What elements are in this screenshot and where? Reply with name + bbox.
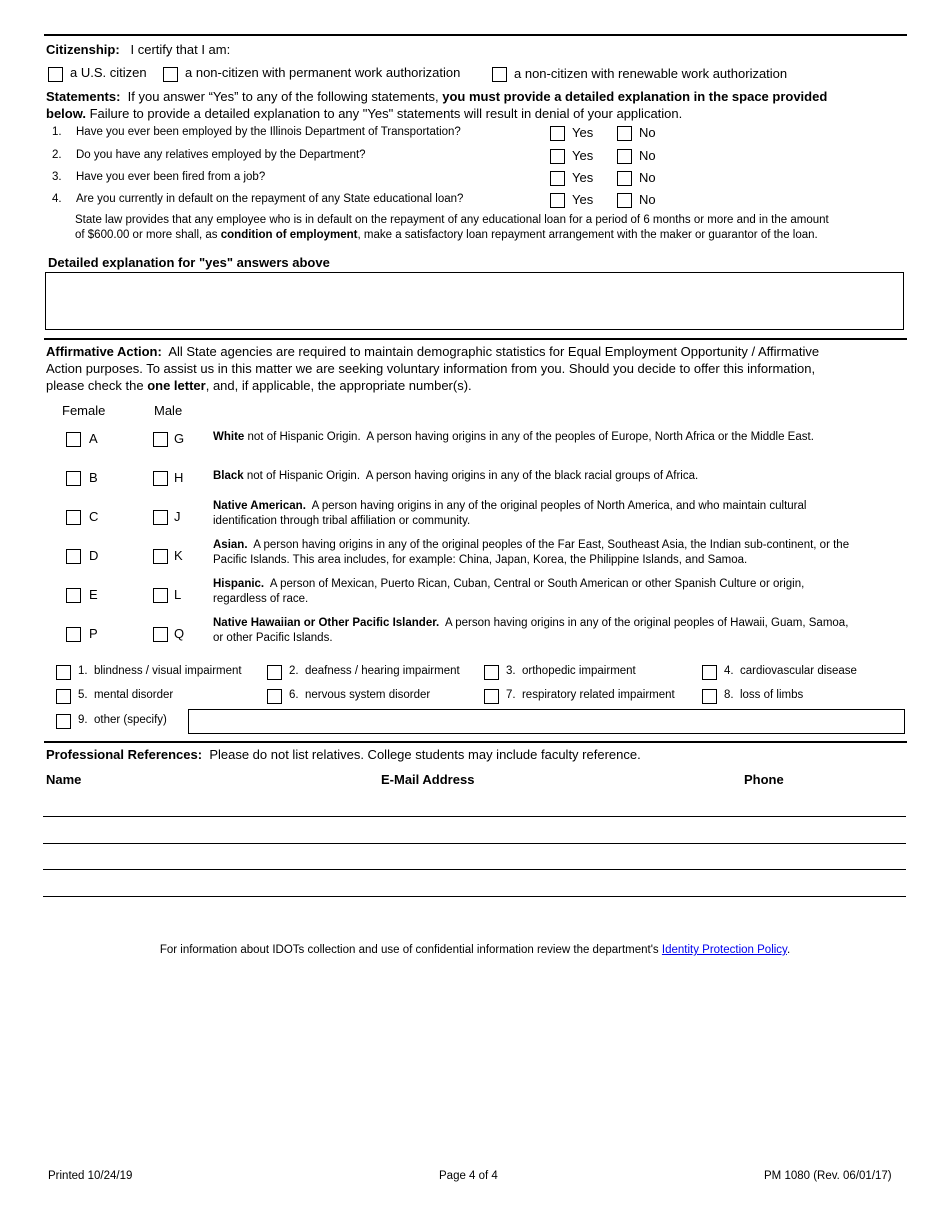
statement-no-checkbox[interactable] <box>617 171 632 186</box>
disability-label: 9. other (specify) <box>78 714 167 726</box>
statement-yes-label: Yes <box>572 192 594 207</box>
disability-checkbox[interactable] <box>267 665 282 680</box>
loan-law-bold: condition of employment <box>220 229 358 241</box>
race-name: White <box>213 431 245 443</box>
statement-yes-label: Yes <box>572 125 594 140</box>
female-column-label: Female <box>62 403 106 418</box>
male-letter: G <box>174 431 185 446</box>
statement-no-checkbox[interactable] <box>617 126 632 141</box>
disability-label: 7. respiratory related impairment <box>506 689 675 701</box>
citizenship-intro: I certify that I am: <box>130 42 231 57</box>
statement-no-checkbox[interactable] <box>617 149 632 164</box>
privacy-notice <box>0 944 950 956</box>
male-letter: Q <box>174 626 185 641</box>
female-checkbox[interactable] <box>66 471 81 486</box>
female-checkbox[interactable] <box>66 510 81 525</box>
affirmative-text3-bold: one letter <box>147 378 206 393</box>
statement-text: Are you currently in default on the repayment of any State educational loan? <box>76 193 464 205</box>
statement-number: 1. <box>52 126 62 138</box>
loan-law-line2 <box>75 229 818 241</box>
female-letter: P <box>89 626 98 641</box>
reference-line-3[interactable] <box>43 869 906 870</box>
top-rule <box>44 34 907 36</box>
renewable-auth-label: a non-citizen with renewable work authorization <box>514 66 788 81</box>
privacy-text: For information about IDOTs collection and use of confidential information review the department's <box>159 944 659 956</box>
citizenship-label: Citizenship: <box>46 42 120 57</box>
loan-law-part2: , make a satisfactory loan repayment arrangement with the maker or guarantor of the loan. <box>357 229 818 241</box>
female-letter: C <box>89 509 99 524</box>
statement-no-checkbox[interactable] <box>617 193 632 208</box>
statement-text: Have you ever been employed by the Illinois Department of Transportation? <box>76 126 461 138</box>
references-rule <box>44 741 907 743</box>
ref-col-phone: Phone <box>744 772 784 787</box>
race-definition: A person having origins in any of the original peoples of Hawaii, Guam, Samoa, <box>439 617 849 629</box>
affirmative-text3a: please check the <box>46 378 144 393</box>
male-checkbox[interactable] <box>153 510 168 525</box>
citizenship-heading <box>46 42 230 57</box>
male-letter: H <box>174 470 184 485</box>
statements-intro-line2 <box>46 106 682 121</box>
disability-label: 8. loss of limbs <box>724 689 804 701</box>
disability-checkbox[interactable] <box>56 714 71 729</box>
references-label: Professional References: <box>46 747 203 762</box>
statements-intro-line1 <box>46 89 827 104</box>
race-description <box>213 539 849 551</box>
statement-yes-checkbox[interactable] <box>550 193 565 208</box>
affirmative-rule <box>44 338 907 340</box>
disability-label: 2. deafness / hearing impairment <box>289 665 460 677</box>
male-letter: J <box>174 509 181 524</box>
statement-yes-checkbox[interactable] <box>550 149 565 164</box>
female-checkbox[interactable] <box>66 627 81 642</box>
reference-line-2[interactable] <box>43 843 906 844</box>
race-description <box>213 578 804 590</box>
race-description <box>213 500 806 512</box>
race-name: Native American. <box>213 500 306 512</box>
other-specify-input[interactable] <box>188 709 905 734</box>
race-definition-cont: identification through tribal affiliation or community. <box>213 515 471 527</box>
statement-number: 3. <box>52 171 62 183</box>
affirmative-line2: Action purposes. To assist us in this matter we are seeking voluntary information from you. Should you decide to offer this information, <box>46 361 816 376</box>
statement-no-label: No <box>639 170 656 185</box>
disability-checkbox[interactable] <box>702 665 717 680</box>
female-letter: B <box>89 470 98 485</box>
female-letter: E <box>89 587 98 602</box>
female-letter: A <box>89 431 98 446</box>
statements-intro-plain: If you answer “Yes” to any of the following statements, <box>127 89 439 104</box>
male-checkbox[interactable] <box>153 588 168 603</box>
affirmative-line3 <box>46 378 472 393</box>
page-number: Page 4 of 4 <box>439 1170 498 1182</box>
race-definition-cont: regardless of race. <box>213 593 309 605</box>
renewable-auth-checkbox[interactable] <box>492 67 507 82</box>
female-checkbox[interactable] <box>66 588 81 603</box>
statement-no-label: No <box>639 125 656 140</box>
male-checkbox[interactable] <box>153 627 168 642</box>
statement-number: 2. <box>52 149 62 161</box>
race-name: Native Hawaiian or Other Pacific Islander. <box>213 617 440 629</box>
privacy-period: . <box>786 944 791 956</box>
identity-protection-link[interactable]: Identity Protection Policy <box>661 944 787 956</box>
statements-intro-tail: Failure to provide a detailed explanation to any "Yes" statements will result in denial of your application. <box>89 106 683 121</box>
race-definition: A person having origins in any of the original peoples of the Far East, Southeast Asia, the Indian sub-continent, or the <box>247 539 850 551</box>
race-definition: A person of Mexican, Puerto Rican, Cuban, Central or South American or other Spanish Culture or origin, <box>264 578 805 590</box>
form-id: PM 1080 (Rev. 06/01/17) <box>764 1170 892 1182</box>
references-intro: Please do not list relatives. College students may include faculty reference. <box>209 747 641 762</box>
disability-checkbox[interactable] <box>484 665 499 680</box>
explanation-textarea[interactable] <box>45 272 904 330</box>
loan-law-line1: State law provides that any employee who is in default on the repayment of any educational loan for a period of 6 months or more and in the amount <box>75 214 829 226</box>
statement-text: Do you have any relatives employed by the Department? <box>76 149 366 161</box>
disability-checkbox[interactable] <box>484 689 499 704</box>
printed-date: Printed 10/24/19 <box>48 1170 133 1182</box>
race-description <box>213 617 848 629</box>
male-checkbox[interactable] <box>153 549 168 564</box>
statement-yes-checkbox[interactable] <box>550 126 565 141</box>
permanent-auth-label: a non-citizen with permanent work authorization <box>185 65 461 80</box>
race-definition: not of Hispanic Origin. A person having origins in any of the peoples of Europe, North Africa or the Middle East. <box>244 431 814 443</box>
us-citizen-checkbox[interactable] <box>48 67 63 82</box>
statements-intro-bold2: below. <box>46 106 86 121</box>
permanent-auth-checkbox[interactable] <box>163 67 178 82</box>
female-letter: D <box>89 548 99 563</box>
race-name: Hispanic. <box>213 578 265 590</box>
references-heading <box>46 747 641 762</box>
disability-checkbox[interactable] <box>56 689 71 704</box>
male-checkbox[interactable] <box>153 432 168 447</box>
disability-label: 4. cardiovascular disease <box>724 665 857 677</box>
statements-label: Statements: <box>46 89 121 104</box>
loan-law-part1: of $600.00 or more shall, as <box>75 229 218 241</box>
affirmative-label: Affirmative Action: <box>46 344 162 359</box>
statement-yes-label: Yes <box>572 170 594 185</box>
reference-line-4[interactable] <box>43 896 906 897</box>
male-letter: L <box>174 587 182 602</box>
disability-label: 1. blindness / visual impairment <box>78 665 242 677</box>
statement-no-label: No <box>639 192 656 207</box>
disability-checkbox[interactable] <box>267 689 282 704</box>
female-checkbox[interactable] <box>66 432 81 447</box>
disability-checkbox[interactable] <box>56 665 71 680</box>
statement-yes-checkbox[interactable] <box>550 171 565 186</box>
female-checkbox[interactable] <box>66 549 81 564</box>
affirmative-line1 <box>46 344 819 359</box>
statement-number: 4. <box>52 193 62 205</box>
statement-text: Have you ever been fired from a job? <box>76 171 266 183</box>
ref-col-email: E-Mail Address <box>381 772 475 787</box>
disability-label: 5. mental disorder <box>78 689 174 701</box>
race-definition: A person having origins in any of the original peoples of North America, and who maintain cultural <box>305 500 807 512</box>
disability-checkbox[interactable] <box>702 689 717 704</box>
male-letter: K <box>174 548 183 563</box>
disability-label: 6. nervous system disorder <box>289 689 431 701</box>
race-description <box>213 470 698 482</box>
statement-yes-label: Yes <box>572 148 594 163</box>
race-description <box>213 431 814 443</box>
disability-label: 3. orthopedic impairment <box>506 665 636 677</box>
reference-line-1[interactable] <box>43 816 906 817</box>
race-definition: not of Hispanic Origin. A person having origins in any of the black racial groups of Africa. <box>243 470 699 482</box>
race-name: Black <box>213 470 244 482</box>
affirmative-text1: All State agencies are required to maintain demographic statistics for Equal Employment Opportunity / Affirmative <box>168 344 820 359</box>
ref-col-name: Name <box>46 772 82 787</box>
us-citizen-label: a U.S. citizen <box>70 65 147 80</box>
race-definition-cont: Pacific Islands. This area includes, for example: China, Japan, Korea, the Philippine Islands, and Samoa. <box>213 554 748 566</box>
statement-no-label: No <box>639 148 656 163</box>
race-definition-cont: or other Pacific Islands. <box>213 632 333 644</box>
explanation-label: Detailed explanation for "yes" answers above <box>48 255 330 270</box>
male-column-label: Male <box>154 403 183 418</box>
statements-intro-bold: you must provide a detailed explanation in the space provided <box>442 89 828 104</box>
race-name: Asian. <box>213 539 248 551</box>
male-checkbox[interactable] <box>153 471 168 486</box>
affirmative-text3b: , and, if applicable, the appropriate number(s). <box>205 378 472 393</box>
